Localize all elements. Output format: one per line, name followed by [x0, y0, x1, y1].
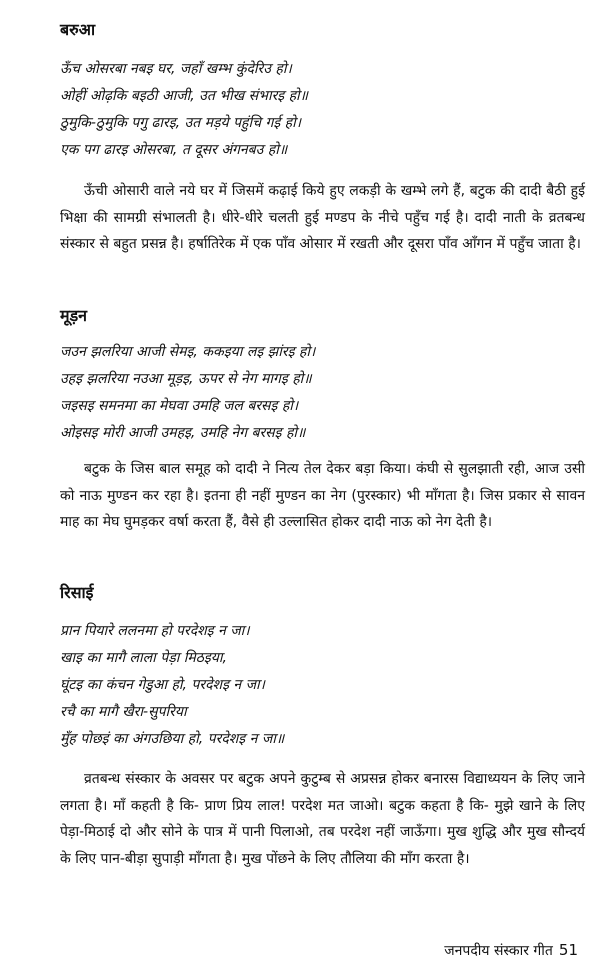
verse-line: ओहीं ओढ़कि बइठी आजी, उत भीख संभारइ हो॥	[60, 88, 309, 104]
verse-line: ऊँच ओसरबा नबइ घर, जहाँ खम्भ कुंदेरिउ हो।	[60, 61, 292, 77]
prose-paragraph-barua: ऊँची ओसारी वाले नये घर में जिसमें कढ़ाई किये हुए लकड़ी के खम्भे लगे हैं, बटुक की दादी बैठी हुई भिक्षा की सामग्री संभालती है। धीरे-धीरे चलती हुई मण्डप के नीचे पहुँच गई है। दादी नाती के व्रतबन्ध संस्कार से बहुत प्रसन्न है। हर्षातिरेक में एक पाँव ओसार में रखती और दूसरा पाँव आँगन में पहुँच जाता है।	[60, 183, 585, 252]
verse-line: जउन झलरिया आजी सेमइ, ककइया लइ झांरइ हो।	[60, 344, 316, 360]
verse-line: प्रान पियारे ललनमा हो परदेशइ न जा।	[60, 623, 250, 639]
verse-line: घूंटइ का कंचन गेडुआ हो, परदेशइ न जा।	[60, 677, 265, 693]
section-heading-mundan: मूड़न	[60, 306, 88, 325]
verse-block-mundan	[60, 339, 315, 447]
verse-line: एक पग ढारइ ओसरबा, त दूसर अंगनबउ हो॥	[60, 142, 288, 158]
verse-line: ओइसइ मोरी आजी उमहइ, उमहि नेग बरसइ हो॥	[60, 425, 306, 441]
running-footer-title: जनपदीय संस्कार गीत	[444, 943, 553, 959]
prose-paragraph-mundan: बटुक के जिस बाल समूह को दादी ने नित्य तेल देकर बड़ा किया। कंघी से सुलझाती रही, आज उसी को नाऊ मुण्डन कर रहा है। इतना ही नहीं मुण्डन का नेग (पुरस्कार) भी माँगता है। जिस प्रकार से सावन माह का मेघ घुमड़कर वर्षा करता हैं, वैसे ही उल्लासित होकर दादी नाऊ को नेग देती है।	[60, 461, 585, 530]
verse-line: मुँह पोछइं का अंगउछिया हो, परदेशइ न जा॥	[60, 731, 285, 747]
verse-block-risai	[60, 618, 284, 753]
verse-block-barua	[60, 56, 308, 164]
verse-line: ठुमुकि-ठुमुकि पगु ढारइ, उत मड़ये पहुंचि गई हो।	[60, 115, 302, 131]
verse-line: रचै का मागै खैरा-सुपरिया	[60, 704, 187, 720]
verse-line: जइसइ समनमा का मेघवा उमहि जल बरसइ हो।	[60, 398, 299, 414]
page-number: 51	[558, 941, 578, 959]
section-heading-barua: बरुआ	[60, 20, 96, 39]
verse-line: उहइ झलरिया नउआ मूड़इ, ऊपर से नेग मागइ हो॥	[60, 371, 312, 387]
page-footer	[444, 940, 578, 961]
prose-paragraph-risai: व्रतबन्ध संस्कार के अवसर पर बटुक अपने कुटुम्ब से अप्रसन्न होकर बनारस विद्याध्ययन के लिए जाने लगता है। माँ कहती है कि- प्राण प्रिय लाल! परदेश मत जाओ। बटुक कहता है कि- मुझे खाने के लिए पेड़ा-मिठाई दो और सोने के पात्र में पानी पिलाओ, तब परदेश नहीं जाऊँगा। मुख शुद्धि और मुख सौन्दर्य के लिए पान-बीड़ा सुपाड़ी माँगता है। मुख पोंछने के लिए तौलिया की माँग करता है।	[60, 771, 585, 867]
verse-line: खाइ का मागै लाला पेड़ा मिठइया,	[60, 650, 227, 666]
section-heading-risai: रिसाई	[60, 583, 94, 602]
